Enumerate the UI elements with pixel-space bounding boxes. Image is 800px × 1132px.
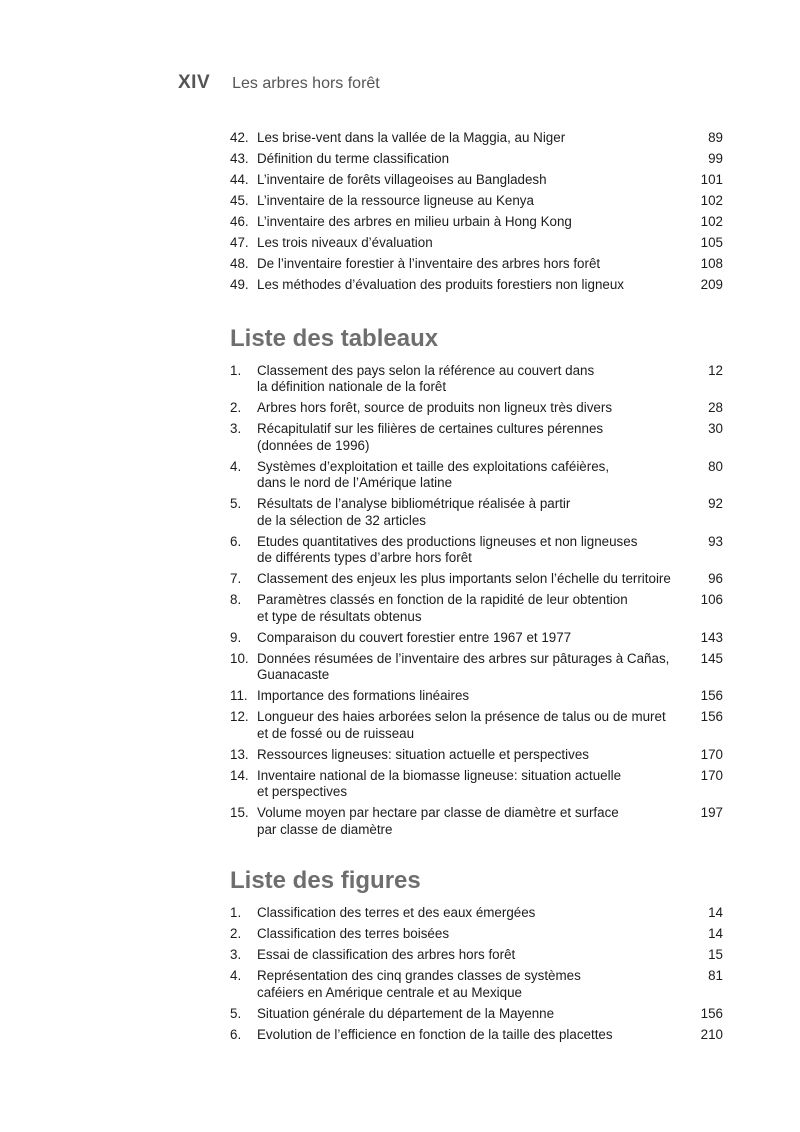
entry-page-number: 209 [700,277,723,292]
entry-title [257,1006,693,1023]
entry-title-line: par classe de diamètre [257,821,393,837]
entry-number: 6. [230,533,242,549]
entry-number: 11. [230,688,248,703]
list-item [230,768,723,801]
entry-title-line: L’inventaire de la ressource ligneuse au Kenya [257,193,534,208]
entry-title-line: et perspectives [257,784,348,799]
entry-page-number: 197 [700,805,723,820]
entry-number: 7. [230,571,242,586]
entry-title-line: dans le nord de l’Amérique latine [257,475,453,490]
entry-title [257,534,693,567]
entry-title [257,768,693,801]
list-item [230,277,723,294]
entry-title-line: Volume moyen par hectare par classe de diamètre et surface [257,805,619,820]
entry-number: 4. [230,458,242,474]
entry-title [257,421,693,454]
entry-title-line: Définition du terme classification [257,151,450,166]
list-item [230,709,723,742]
page-number: XIV [178,72,211,93]
list-item [230,151,723,168]
list-item [230,747,723,764]
entry-number: 6. [230,1026,242,1042]
entry-number: 5. [230,496,242,511]
entry-title-line: Représentation des cinq grandes classes de systèmes [257,968,581,983]
entry-title-line: Essai de classification des arbres hors forêt [257,947,516,962]
list-item [230,130,723,147]
list-item [230,630,723,647]
entry-title [257,947,693,964]
entry-title [257,151,693,168]
entry-page-number: 156 [700,709,723,724]
entry-page-number: 156 [700,688,723,703]
entry-title-line: Arbres hors forêt, source de produits non ligneux très divers [257,400,613,415]
entry-page-number: 102 [700,214,723,229]
entry-number: 3. [230,947,242,962]
entry-page-number: 89 [708,130,723,145]
entry-title [257,459,693,492]
list-item [230,172,723,189]
entry-title-line: de la sélection de 32 articles [257,512,426,528]
entry-title [257,571,693,588]
entry-title [257,256,693,273]
list-item [230,256,723,273]
entry-number: 13. [230,746,249,762]
tables-list [230,363,723,839]
entry-number: 2. [230,400,242,415]
entry-number: 3. [230,421,242,436]
list-item [230,688,723,705]
running-title: Les arbres hors forêt [232,75,380,92]
entry-number: 46. [230,214,249,229]
entry-page-number: 92 [708,496,723,511]
figures-section-title: Liste des figures [230,867,421,894]
entry-title [257,172,693,189]
entry-number: 44. [230,172,249,187]
entry-title-line: et de fossé ou de ruisseau [257,725,415,741]
entry-title-line: De l’inventaire forestier à l’inventaire des arbres hors forêt [257,256,601,271]
entry-title-line: Données résumées de l’inventaire des arbres sur pâturages à Cañas, [257,650,670,666]
entry-title [257,214,693,231]
entry-number: 1. [230,362,242,378]
entry-page-number: 102 [700,193,723,208]
entry-title-line: Classification des terres boisées [257,926,450,941]
entry-title-line: Guanacaste [257,667,330,682]
entry-page-number: 156 [700,1005,723,1021]
list-item [230,1006,723,1023]
entry-page-number: 28 [708,400,723,415]
list-item [230,459,723,492]
entry-title-line: caféiers en Amérique centrale et au Mexique [257,984,522,1000]
entry-page-number: 14 [708,905,723,920]
entry-number: 45. [230,193,249,208]
entry-title [257,496,693,529]
list-item [230,400,723,417]
entry-title-line: Longueur des haies arborées selon la présence de talus ou de muret [257,709,666,724]
entry-title-line: L’inventaire des arbres en milieu urbain à Hong Kong [257,214,572,229]
entry-page-number: 81 [708,968,723,983]
entry-title-line: Situation générale du département de la Mayenne [257,1005,555,1021]
entry-title [257,592,693,625]
entry-title [257,363,693,396]
entry-number: 15. [230,805,249,820]
entry-number: 8. [230,592,242,607]
list-item [230,968,723,1001]
entry-number: 4. [230,968,242,983]
entry-title-line: Inventaire national de la biomasse ligneuse: situation actuelle [257,767,622,783]
list-item [230,947,723,964]
entry-title [257,651,693,684]
entry-title [257,968,693,1001]
entry-title-line: Systèmes d’exploitation et taille des exploitations caféières, [257,458,610,474]
entry-title-line: Les brise-vent dans la vallée de la Maggia, au Niger [257,130,566,145]
list-item [230,1027,723,1044]
entry-title-line: Les trois niveaux d’évaluation [257,235,433,250]
entry-number: 48. [230,256,249,271]
entry-page-number: 30 [708,421,723,436]
entry-title-line: Récapitulatif sur les filières de certaines cultures pérennes [257,421,604,436]
entry-title-line: Résultats de l’analyse bibliométrique réalisée à partir [257,496,571,511]
list-item [230,805,723,838]
entry-title [257,805,693,838]
entry-title-line: la définition nationale de la forêt [257,379,447,394]
entry-page-number: 12 [708,362,723,378]
entry-number: 10. [230,650,249,666]
entry-page-number: 99 [708,151,723,166]
entry-number: 14. [230,767,249,783]
list-item [230,214,723,231]
list-item [230,496,723,529]
entry-title [257,630,693,647]
entry-title-line: Comparaison du couvert forestier entre 1967 et 1977 [257,629,572,645]
entry-page-number: 15 [708,947,723,962]
entry-title [257,747,693,764]
entry-number: 2. [230,926,242,941]
entry-title [257,926,693,943]
entry-title-line: Les méthodes d’évaluation des produits forestiers non ligneux [257,277,624,292]
entry-number: 12. [230,709,249,724]
list-item [230,235,723,252]
entry-title [257,235,693,252]
entry-title [257,193,693,210]
entry-page-number: 14 [708,926,723,941]
entry-title-line: Importance des formations linéaires [257,688,470,703]
entry-page-number: 80 [708,458,723,474]
list-item [230,571,723,588]
entry-number: 49. [230,277,249,292]
entry-title [257,709,693,742]
entry-title-line: de différents types d’arbre hors forêt [257,550,472,565]
entry-title-line: Etudes quantitatives des productions ligneuses et non ligneuses [257,533,638,549]
entry-title [257,130,693,147]
entry-title-line: et type de résultats obtenus [257,608,422,624]
contents-page [230,130,723,1048]
entry-title [257,1027,693,1044]
entry-number: 43. [230,151,249,166]
entry-number: 42. [230,130,249,145]
entry-page-number: 96 [708,571,723,586]
entry-title [257,905,693,922]
list-item [230,651,723,684]
list-item [230,421,723,454]
entry-title-line: L’inventaire de forêts villageoises au Bangladesh [257,172,547,187]
entry-number: 5. [230,1005,242,1021]
tables-section-title: Liste des tableaux [230,324,439,352]
entry-title [257,277,693,294]
entry-title [257,400,693,417]
entry-number: 1. [230,905,242,920]
list-item [230,363,723,396]
entry-page-number: 170 [700,767,723,783]
entry-title-line: Ressources ligneuses: situation actuelle et perspectives [257,746,589,762]
list-item [230,926,723,943]
list-item [230,592,723,625]
entry-page-number: 106 [700,592,723,607]
entry-title-line: Classement des pays selon la référence au couvert dans [257,362,595,378]
entry-page-number: 101 [700,172,723,187]
entry-page-number: 93 [708,533,723,549]
list-item [230,534,723,567]
entry-page-number: 143 [700,629,723,645]
figures-list [230,905,723,1043]
entry-title [257,688,693,705]
list-item [230,193,723,210]
entry-page-number: 105 [700,235,723,250]
list-item [230,905,723,922]
entry-title-line: Paramètres classés en fonction de la rapidité de leur obtention [257,592,628,607]
entry-number: 47. [230,235,249,250]
entry-title-line: Classement des enjeux les plus importants selon l’échelle du territoire [257,571,671,586]
boxes-list [230,130,723,294]
entry-number: 9. [230,629,242,645]
entry-title-line: Classification des terres et des eaux émergées [257,905,536,920]
entry-title-line: (données de 1996) [257,437,370,453]
entry-title-line: Evolution de l’efficience en fonction de la taille des placettes [257,1026,613,1042]
entry-page-number: 108 [700,256,723,271]
entry-page-number: 170 [700,746,723,762]
running-header [178,72,380,94]
entry-page-number: 210 [700,1026,723,1042]
entry-page-number: 145 [700,650,723,666]
